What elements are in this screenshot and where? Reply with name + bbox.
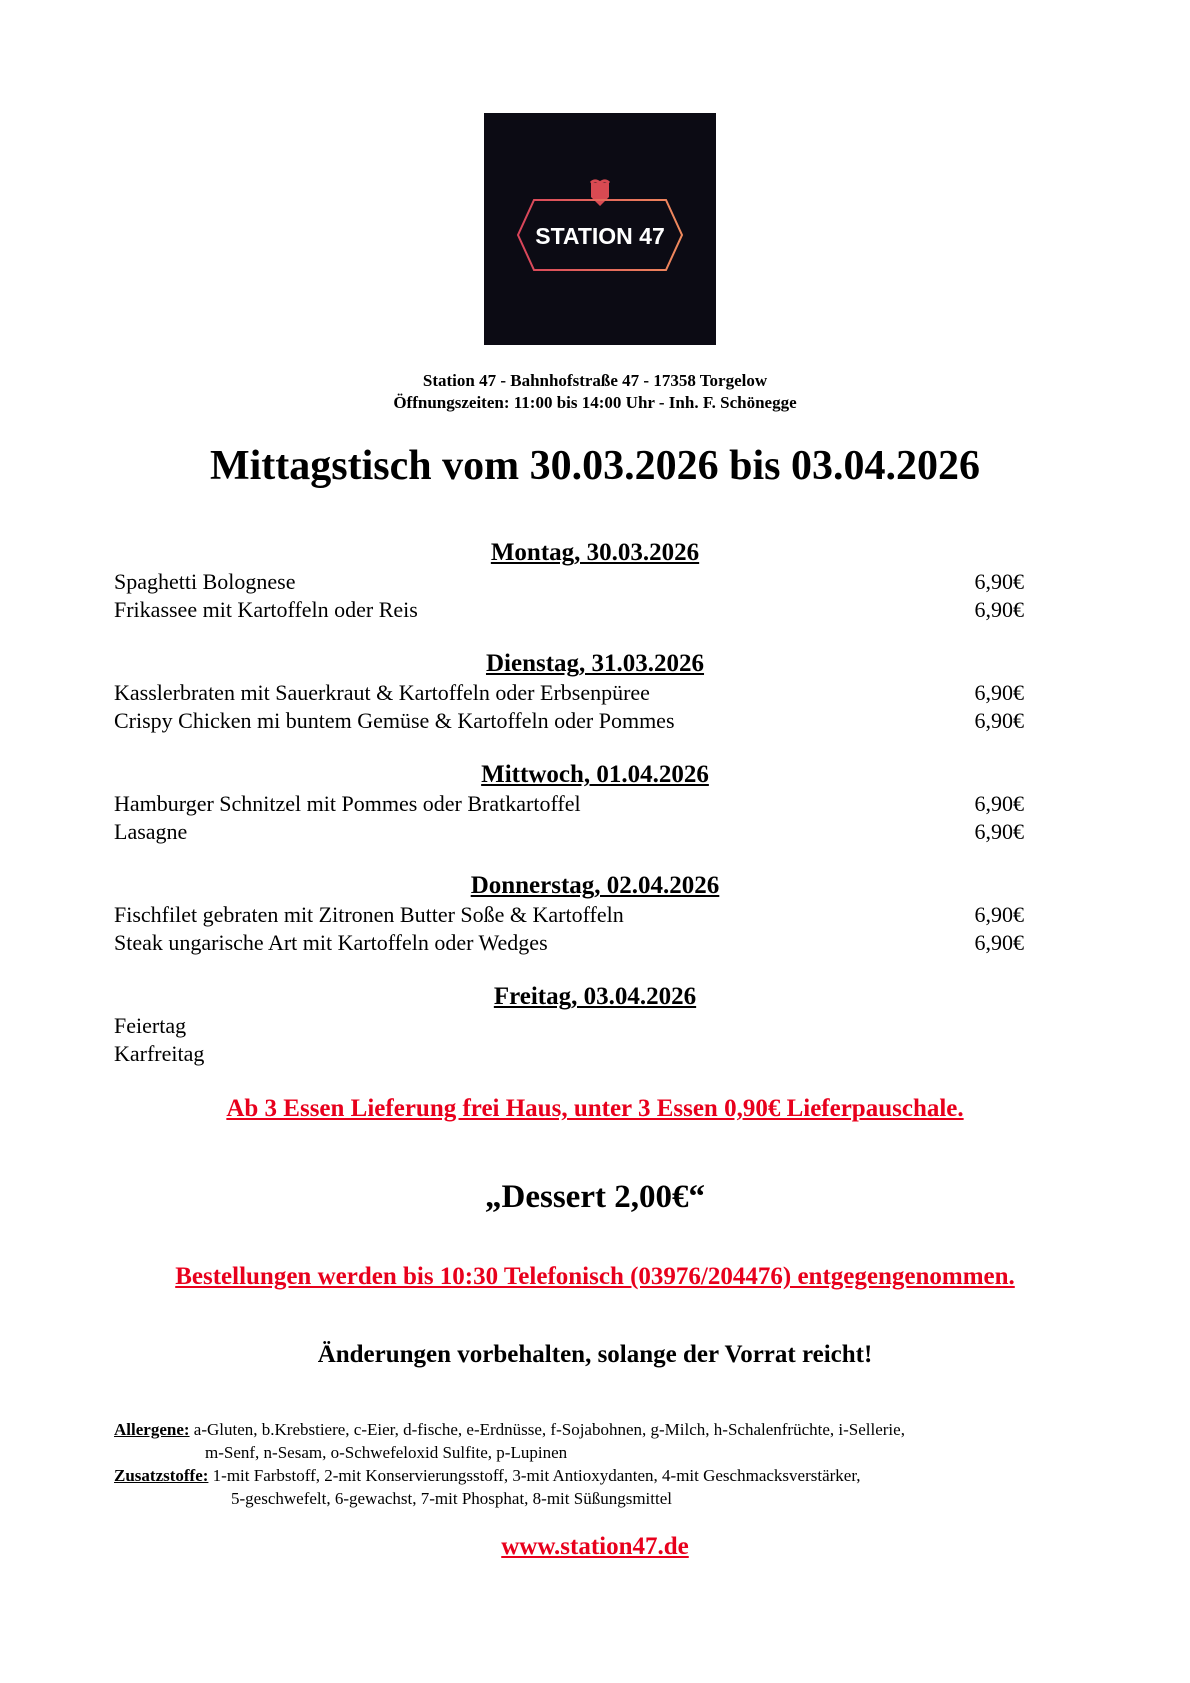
- additives-line2: 5-geschwefelt, 6-gewachst, 7-mit Phosphat, 8-mit Süßungsmittel: [231, 1489, 672, 1508]
- dessert-notice: „Dessert 2,00€“: [485, 1179, 705, 1215]
- menu-item-name: Lasagne: [114, 819, 188, 844]
- menu-item-name: Spaghetti Bolognese: [114, 569, 296, 594]
- day-heading-friday: Freitag, 03.04.2026: [493, 983, 697, 1010]
- menu-item-name: Frikassee mit Kartoffeln oder Reis: [114, 597, 418, 622]
- logo-graphic: [484, 113, 716, 345]
- menu-item-price: 6,90€: [974, 597, 1024, 622]
- allergens-line1: a-Gluten, b.Krebstiere, c-Eier, d-fische, e-Erdnüsse, f-Sojabohnen, g-Milch, h-Schalenfrüchte, i-Sellerie,: [193, 1420, 905, 1439]
- delivery-notice: Ab 3 Essen Lieferung frei Haus, unter 3 Essen 0,90€ Lieferpauschale.: [226, 1095, 964, 1122]
- allergens-line2: m-Senf, n-Sesam, o-Schwefeloxid Sulfite, p-Lupinen: [205, 1443, 568, 1462]
- menu-item-price: 6,90€: [974, 569, 1024, 594]
- address-line: Station 47 - Bahnhofstraße 47 - 17358 Torgelow: [422, 371, 768, 390]
- menu-item-price: 6,90€: [974, 902, 1024, 927]
- menu-item-price: 6,90€: [974, 930, 1024, 955]
- order-notice: Bestellungen werden bis 10:30 Telefonisch (03976/204476) entgegengenommen.: [175, 1263, 1015, 1290]
- menu-item-price: 6,90€: [974, 708, 1024, 733]
- menu-item-price: 6,90€: [974, 680, 1024, 705]
- menu-item-price: 6,90€: [974, 819, 1024, 844]
- day-heading-monday: Montag, 30.03.2026: [490, 539, 700, 566]
- menu-item-name: Steak ungarische Art mit Kartoffeln oder Wedges: [114, 930, 548, 955]
- menu-item-name: Fischfilet gebraten mit Zitronen Butter Soße & Kartoffeln: [114, 902, 624, 927]
- day-heading-wednesday: Mittwoch, 01.04.2026: [481, 761, 709, 788]
- menu-item-price: 6,90€: [974, 791, 1024, 816]
- menu-item-name: Hamburger Schnitzel mit Pommes oder Bratkartoffel: [114, 791, 581, 816]
- menu-item-name: Feiertag: [114, 1013, 187, 1038]
- allergens-note: [114, 1418, 1074, 1464]
- changes-notice: Änderungen vorbehalten, solange der Vorrat reicht!: [317, 1341, 873, 1368]
- allergens-label: Allergene:: [114, 1420, 190, 1439]
- menu-item-name: Crispy Chicken mi buntem Gemüse & Kartoffeln oder Pommes: [114, 708, 675, 733]
- logo-text: STATION 47: [535, 223, 665, 249]
- menu-item-name: Kasslerbraten mit Sauerkraut & Kartoffeln oder Erbsenpüree: [114, 680, 650, 705]
- additives-label: Zusatzstoffe:: [114, 1466, 209, 1485]
- hours-line: Öffnungszeiten: 11:00 bis 14:00 Uhr - Inh. F. Schönegge: [393, 393, 797, 412]
- additives-line1: 1-mit Farbstoff, 2-mit Konservierungsstoff, 3-mit Antioxydanten, 4-mit Geschmacksverstärker,: [212, 1466, 861, 1485]
- station47-logo: [484, 113, 716, 345]
- menu-item-name: Karfreitag: [114, 1041, 205, 1066]
- day-heading-thursday: Donnerstag, 02.04.2026: [470, 872, 720, 899]
- page-title: Mittagstisch vom 30.03.2026 bis 03.04.2026: [210, 443, 980, 489]
- header-info: [0, 370, 1190, 414]
- additives-note: [114, 1464, 1074, 1510]
- website-link[interactable]: www.station47.de: [501, 1533, 689, 1560]
- day-heading-tuesday: Dienstag, 31.03.2026: [485, 650, 705, 677]
